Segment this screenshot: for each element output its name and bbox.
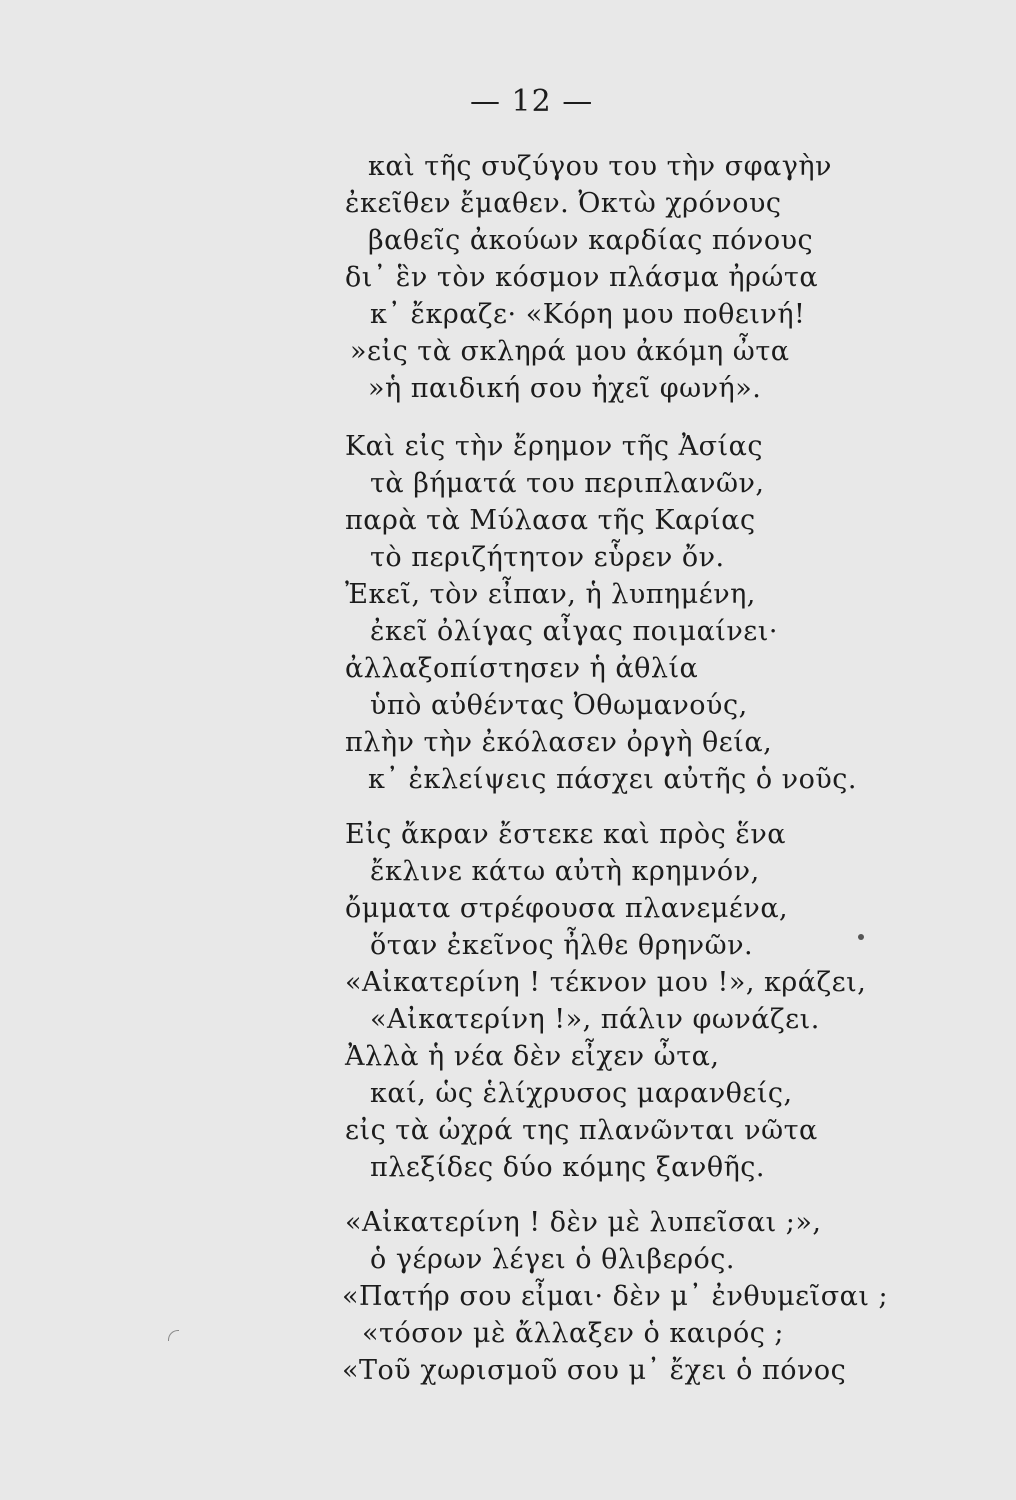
- poem-line: ἐκεῖθεν ἔμαθεν. Ὀκτὼ χρόνους: [345, 188, 782, 219]
- poem-line: Ἐκεῖ, τὸν εἶπαν, ἡ λυπημένη,: [345, 579, 756, 610]
- poem-line: καὶ τῆς συζύγου του τὴν σφαγὴν: [368, 151, 832, 182]
- page-number: — 12 —: [470, 84, 594, 119]
- poem-line: «Τοῦ χωρισμοῦ σου μ᾽ ἔχει ὁ πόνος: [342, 1355, 847, 1386]
- poem-line: δι᾽ ἓν τὸν κόσμον πλάσμα ἠρώτα: [345, 262, 819, 293]
- poem-line: ἀλλαξοπίστησεν ἡ ἀθλία: [345, 653, 699, 684]
- poem-line: καί, ὡς ἑλίχρυσος μαρανθείς,: [370, 1078, 793, 1109]
- poem-line: ὁ γέρων λέγει ὁ θλιβερός.: [370, 1244, 735, 1275]
- poem-line: ὄμματα στρέφουσα πλανεμένα,: [345, 893, 789, 924]
- poem-line: πλὴν τὴν ἐκόλασεν ὀργὴ θεία,: [345, 727, 773, 758]
- poem-line: πλεξίδες δύο κόμης ξανθῆς.: [370, 1152, 765, 1183]
- poem-line: «Αἰκατερίνη ! τέκνον μου !», κράζει,: [345, 967, 867, 998]
- poem-line: κ᾽ ἐκλείψεις πάσχει αὐτῆς ὁ νοῦς.: [368, 764, 857, 795]
- poem-line: ὅταν ἐκεῖνος ἦλθε θρηνῶν.: [370, 930, 754, 961]
- poem-line: κ᾽ ἔκραζε· «Κόρη μου ποθεινή!: [370, 299, 806, 330]
- poem-line: Εἰς ἄκραν ἔστεκε καὶ πρὸς ἕνα: [345, 819, 786, 850]
- poem-line: «Πατήρ σου εἶμαι· δὲν μ᾽ ἐνθυμεῖσαι ;: [342, 1281, 889, 1312]
- poem-line: »εἰς τὰ σκληρά μου ἀκόμη ὦτα: [350, 336, 790, 367]
- poem-line: ὑπὸ αὐθέντας Ὀθωμανούς,: [370, 690, 748, 721]
- ink-dot: [858, 934, 864, 940]
- poem-line: Καὶ εἰς τὴν ἔρημον τῆς Ἀσίας: [345, 431, 763, 462]
- poem-line: παρὰ τὰ Μύλασα τῆς Καρίας: [345, 505, 756, 536]
- poem-line: εἰς τὰ ὠχρά της πλανῶνται νῶτα: [345, 1115, 818, 1146]
- poem-line: τὰ βήματά του περιπλανῶν,: [370, 468, 765, 499]
- poem-line: ἐκεῖ ὀλίγας αἶγας ποιμαίνει·: [370, 616, 778, 647]
- poem-line: «Αἰκατερίνη !», πάλιν φωνάζει.: [370, 1004, 820, 1035]
- poem-line: »ἡ παιδική σου ἠχεῖ φωνή».: [368, 373, 762, 404]
- poem-line: βαθεῖς ἀκούων καρδίας πόνους: [368, 225, 814, 256]
- poem-line: ἔκλινε κάτω αὐτὴ κρημνόν,: [370, 856, 760, 887]
- paper-mark: [168, 1330, 179, 1341]
- poem-line: Ἀλλὰ ἡ νέα δὲν εἶχεν ὦτα,: [345, 1041, 720, 1072]
- poem-line: τὸ περιζήτητον εὗρεν ὄν.: [370, 542, 725, 573]
- poem-line: «τόσον μὲ ἄλλαξεν ὁ καιρός ;: [362, 1318, 785, 1349]
- poem-line: «Αἰκατερίνη ! δὲν μὲ λυπεῖσαι ;»,: [345, 1207, 822, 1238]
